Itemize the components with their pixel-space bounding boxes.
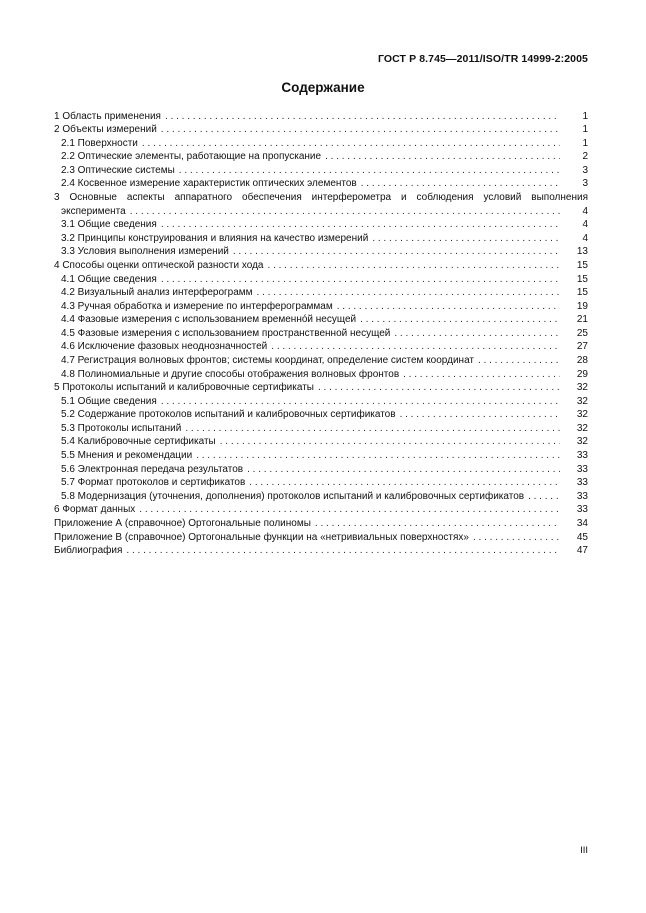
toc-entry-page: 32: [576, 395, 588, 407]
toc-entry[interactable]: [54, 204, 588, 218]
page-number: III: [580, 845, 588, 856]
toc-entry[interactable]: [54, 299, 588, 313]
toc-entry[interactable]: [54, 462, 588, 476]
toc-leader-dots: [267, 260, 560, 272]
toc-entry[interactable]: [54, 163, 588, 177]
toc-entry-label: 5.1 Общие сведения: [61, 395, 157, 407]
toc-entry[interactable]: [54, 109, 588, 123]
toc-entry[interactable]: [54, 286, 588, 300]
toc-entry-label: 5.5 Мнения и рекомендации: [61, 450, 193, 462]
toc-entry-label: 6 Формат данных: [54, 504, 136, 516]
toc-entry-label: 4.7 Регистрация волновых фронтов; системы координат, определение систем координат: [61, 354, 475, 366]
toc-entry-page: 25: [576, 327, 588, 339]
toc-entry-label: эксперимента: [61, 205, 126, 217]
toc-entry-page: 28: [576, 354, 588, 366]
toc-entry-page: 32: [576, 436, 588, 448]
toc-entry[interactable]: [54, 245, 588, 259]
toc-entry-label: 5.3 Протоколы испытаний: [61, 422, 182, 434]
toc-leader-dots: [161, 274, 560, 286]
toc-entry-label: 3 Основные аспекты аппаратного обеспечения интерферометра и соблюдения условий выполнения: [54, 192, 588, 204]
toc-entry-label: 2.2 Оптические элементы, работающие на пропускание: [61, 151, 322, 163]
toc-leader-dots: [394, 328, 560, 340]
toc-entry[interactable]: [54, 516, 588, 530]
toc-entry[interactable]: [54, 177, 588, 191]
toc-leader-dots: [247, 464, 560, 476]
toc-entry-page: 4: [582, 205, 588, 217]
toc-leader-dots: [220, 436, 560, 448]
toc-leader-dots: [528, 491, 560, 503]
toc-entry[interactable]: [54, 476, 588, 490]
toc-entry-label: 2 Объекты измерений: [54, 124, 157, 136]
toc-entry-page: 1: [582, 137, 588, 149]
toc-entry[interactable]: [54, 272, 588, 286]
toc-entry-label: 4.3 Ручная обработка и измерение по интерферограммам: [61, 300, 333, 312]
toc-entry-label: 3.1 Общие сведения: [61, 219, 157, 231]
toc-entry-page: 2: [582, 151, 588, 163]
toc-leader-dots: [257, 287, 560, 299]
toc-entry-page: 1: [582, 110, 588, 122]
toc-entry-label: 4.6 Исключение фазовых неоднозначностей: [61, 341, 268, 353]
toc-entry-page: 33: [576, 504, 588, 516]
toc-leader-dots: [185, 423, 560, 435]
toc-entry[interactable]: [54, 489, 588, 503]
toc-entry[interactable]: [54, 367, 588, 381]
toc-entry[interactable]: [54, 326, 588, 340]
toc-entry-page: 13: [576, 246, 588, 258]
toc-entry-page: 45: [576, 531, 588, 543]
toc-entry[interactable]: [54, 503, 588, 517]
toc-entry-page: 32: [576, 422, 588, 434]
page-title: Содержание: [281, 80, 365, 95]
toc-entry-page: 33: [576, 450, 588, 462]
toc-entry-label: 2.3 Оптические системы: [61, 164, 175, 176]
toc-leader-dots: [473, 532, 560, 544]
toc-leader-dots: [361, 178, 560, 190]
toc-entry-label: 4.1 Общие сведения: [61, 273, 157, 285]
toc-entry[interactable]: [54, 394, 588, 408]
toc-entry-page: 4: [582, 232, 588, 244]
toc-entry-label: 5.6 Электронная передача результатов: [61, 463, 244, 475]
toc-entry-label: 4.4 Фазовые измерения с использованием временнóй несущей: [61, 314, 357, 326]
toc-entry-page: 33: [576, 463, 588, 475]
toc-entry-page: 32: [576, 382, 588, 394]
toc-leader-dots: [325, 151, 560, 163]
toc-entry-label: 5.7 Формат протоколов и сертификатов: [61, 477, 246, 489]
toc-leader-dots: [126, 545, 560, 557]
toc-leader-dots: [271, 341, 560, 353]
toc-entry-label: 5.4 Калибровочные сертификаты: [61, 436, 216, 448]
toc-entry-page: 3: [582, 164, 588, 176]
toc-entry-label: 5.2 Содержание протоколов испытаний и калибровочных сертификатов: [61, 409, 396, 421]
toc-leader-dots: [360, 314, 560, 326]
toc-entry-page: 47: [576, 545, 588, 557]
toc-entry-page: 21: [576, 314, 588, 326]
toc-leader-dots: [139, 504, 560, 516]
toc-entry-page: 29: [576, 368, 588, 380]
toc-entry[interactable]: [54, 448, 588, 462]
toc-entry[interactable]: [54, 353, 588, 367]
toc-entry-label: Библиография: [54, 545, 123, 557]
toc-entry[interactable]: [54, 435, 588, 449]
toc-entry[interactable]: [54, 313, 588, 327]
toc-leader-dots: [165, 111, 560, 123]
toc-leader-dots: [318, 382, 560, 394]
table-of-contents: [54, 109, 588, 557]
toc-entry-label: Приложение А (справочное) Ортогональные полиномы: [54, 517, 311, 529]
toc-entry[interactable]: [54, 136, 588, 150]
toc-leader-dots: [161, 396, 560, 408]
toc-entry-label: 4.5 Фазовые измерения с использованием пространственной несущей: [61, 327, 391, 339]
toc-entry-page: 15: [576, 273, 588, 285]
toc-entry-label: Приложение В (справочное) Ортогональные функции на «нетривиальных поверхностях»: [54, 531, 469, 543]
toc-entry-label: 4.2 Визуальный анализ интерферограмм: [61, 287, 253, 299]
toc-leader-dots: [233, 246, 560, 258]
toc-entry-page: 19: [576, 300, 588, 312]
toc-leader-dots: [372, 233, 560, 245]
toc-leader-dots: [478, 355, 560, 367]
toc-leader-dots: [196, 450, 560, 462]
toc-entry[interactable]: [54, 123, 588, 137]
toc-entry-label: 3.2 Принципы конструирования и влияния на качество измерений: [61, 232, 369, 244]
toc-entry[interactable]: [54, 408, 588, 422]
document-header: ГОСТ Р 8.745—2011/ISO/TR 14999-2:2005: [377, 53, 588, 65]
toc-leader-dots: [161, 219, 560, 231]
toc-entry[interactable]: [54, 381, 588, 395]
toc-entry[interactable]: [54, 544, 588, 558]
toc-entry[interactable]: [54, 530, 588, 544]
toc-leader-dots: [337, 301, 560, 313]
toc-entry[interactable]: [54, 258, 588, 272]
toc-entry-page: 3: [582, 178, 588, 190]
toc-leader-dots: [400, 409, 560, 421]
toc-entry-label: 5.8 Модернизация (уточнения, дополнения) протоколов испытаний и калибровочных сертификатов: [61, 490, 525, 502]
toc-leader-dots: [179, 165, 560, 177]
toc-entry-page: 33: [576, 477, 588, 489]
toc-entry-label: 4 Способы оценки оптической разности хода: [54, 259, 264, 271]
toc-leader-dots: [161, 124, 560, 136]
toc-entry-label: 4.8 Полиномиальные и другие способы отображения волновых фронтов: [61, 368, 400, 380]
toc-entry[interactable]: [54, 340, 588, 354]
toc-entry[interactable]: [54, 190, 588, 204]
toc-leader-dots: [142, 138, 560, 150]
toc-entry-page: 15: [576, 259, 588, 271]
toc-entry-label: 1 Область применения: [54, 110, 161, 122]
toc-leader-dots: [130, 206, 560, 218]
toc-leader-dots: [249, 477, 560, 489]
toc-entry-label: 3.3 Условия выполнения измерений: [61, 246, 229, 258]
toc-leader-dots: [315, 518, 560, 530]
toc-entry-label: 2.1 Поверхности: [61, 137, 138, 149]
toc-entry[interactable]: [54, 231, 588, 245]
toc-entry-page: 15: [576, 287, 588, 299]
toc-leader-dots: [403, 369, 560, 381]
toc-entry-page: 33: [576, 490, 588, 502]
toc-entry-label: 2.4 Косвенное измерение характеристик оптических элементов: [61, 178, 357, 190]
toc-entry-page: 4: [582, 219, 588, 231]
toc-entry[interactable]: [54, 421, 588, 435]
toc-entry-page: 27: [576, 341, 588, 353]
toc-entry-label: 5 Протоколы испытаний и калибровочные сертификаты: [54, 382, 314, 394]
toc-entry-page: 34: [576, 517, 588, 529]
toc-entry[interactable]: [54, 218, 588, 232]
toc-entry-page: 32: [576, 409, 588, 421]
toc-entry-page: 1: [582, 124, 588, 136]
toc-entry[interactable]: [54, 150, 588, 164]
